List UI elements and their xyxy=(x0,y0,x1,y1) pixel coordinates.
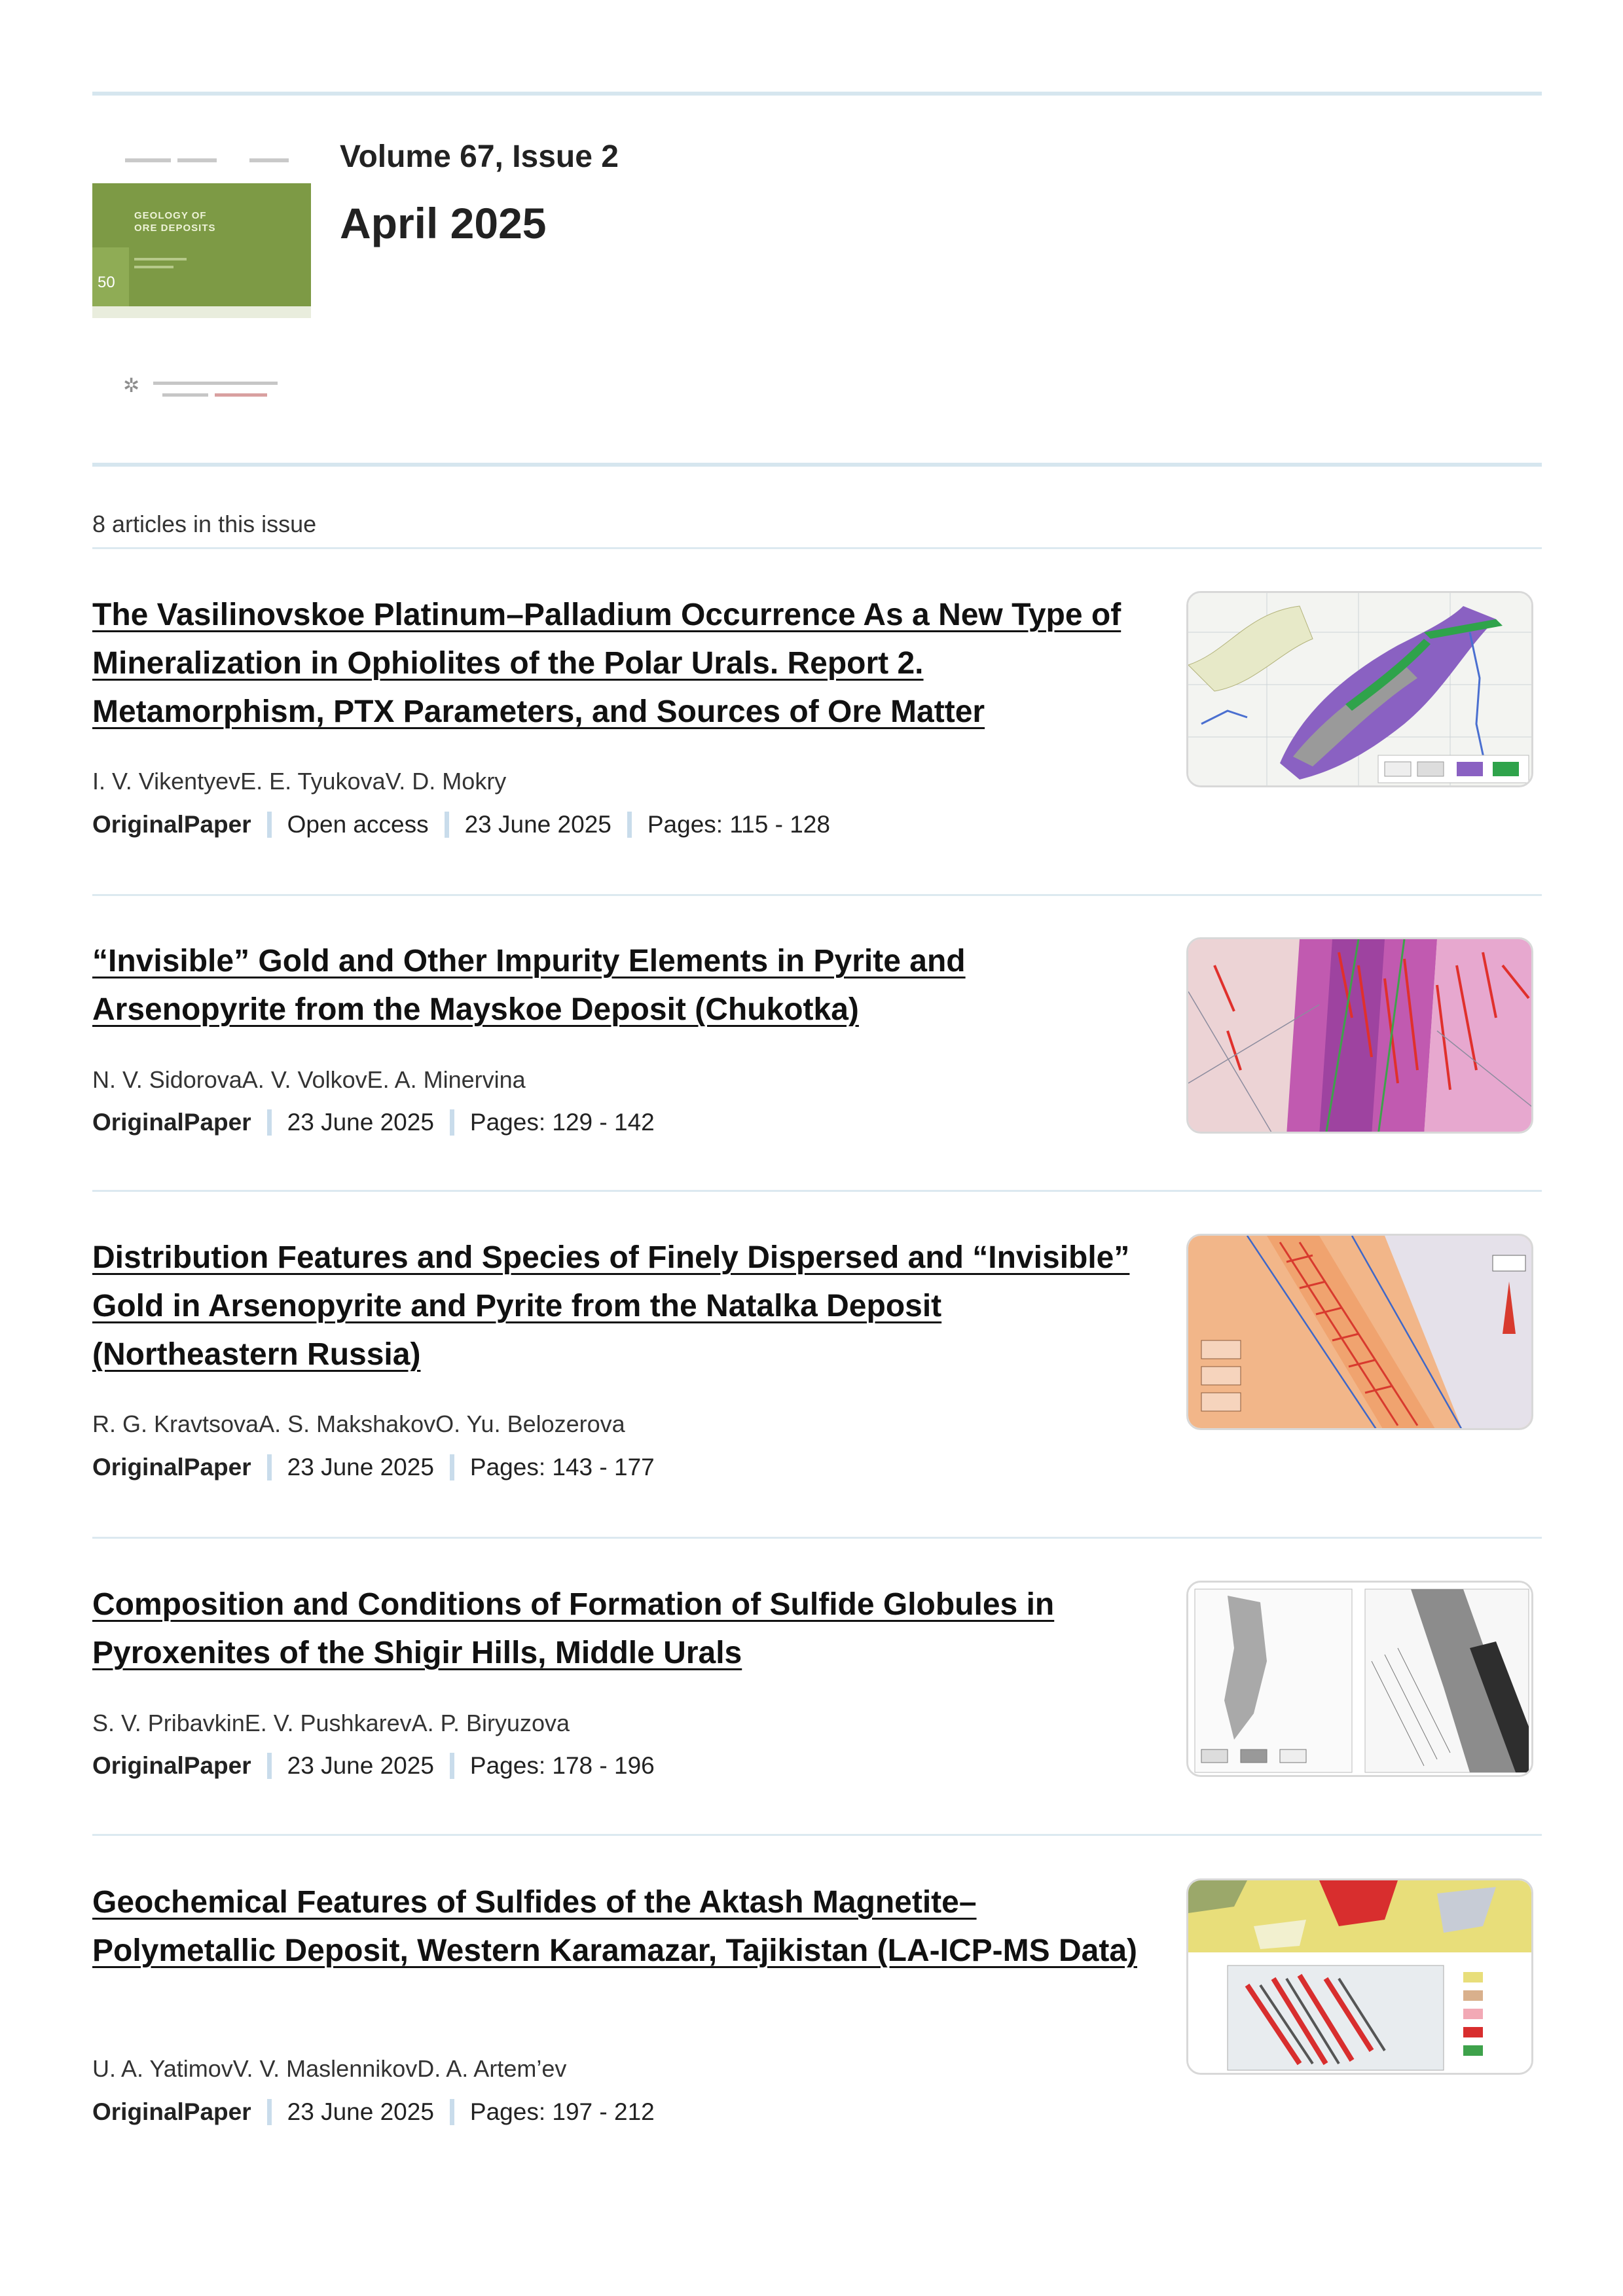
article-type: OriginalPaper xyxy=(92,2098,251,2125)
cover-number: 50 xyxy=(98,274,115,291)
article-type: OriginalPaper xyxy=(92,811,251,838)
cover-title: GEOLOGY OF ORE DEPOSITS xyxy=(134,210,216,234)
article-authors: S. V. PribavkinE. V. PushkarevA. P. Biryuzova xyxy=(92,1710,570,1736)
top-divider xyxy=(92,92,1542,96)
article-divider xyxy=(92,1190,1542,1192)
article-pages: Pages: 178 - 196 xyxy=(469,1752,655,1779)
publisher-logo: ✲ xyxy=(123,376,280,409)
article-date: 23 June 2025 xyxy=(287,1752,434,1779)
article-title-link[interactable]: Composition and Conditions of Formation of Sulfide Globules in Pyroxenites of the Shigir Hills, Middle Urals xyxy=(92,1587,1055,1670)
article-type: OriginalPaper xyxy=(92,1752,251,1779)
article-pages: Pages: 197 - 212 xyxy=(469,2098,655,2125)
article-authors: U. A. YatimovV. V. MaslennikovD. A. Artem’ev xyxy=(92,2055,567,2082)
article-title-link[interactable]: Geochemical Features of Sulfides of the Aktash Magnetite–Polymetallic Deposit, Western Karamazar, Tajikistan (LA-ICP-MS Data) xyxy=(92,1885,1137,1968)
article-divider xyxy=(92,1537,1542,1539)
article-title-link[interactable]: Distribution Features and Species of Finely Dispersed and “Invisible” Gold in Arsenopyrite and Pyrite from the Natalka Deposit (Northeastern Russia) xyxy=(92,1240,1130,1372)
article-date: 23 June 2025 xyxy=(287,1109,434,1136)
article-date: 23 June 2025 xyxy=(287,1454,434,1480)
article-meta xyxy=(92,811,830,838)
journal-cover[interactable] xyxy=(92,143,311,318)
article-pages: Pages: 143 - 177 xyxy=(469,1454,655,1480)
article-authors: R. G. KravtsovaA. S. MakshakovO. Yu. Belozerova xyxy=(92,1410,625,1437)
article-authors: N. V. SidorovaA. V. VolkovE. A. Minervina xyxy=(92,1066,526,1093)
article-date: 23 June 2025 xyxy=(464,811,611,838)
article-meta xyxy=(92,1109,655,1136)
article-meta xyxy=(92,1454,655,1481)
article-thumbnail[interactable] xyxy=(1186,1878,1533,2075)
article-authors: I. V. VikentyevE. E. TyukovaV. D. Mokry xyxy=(92,768,507,795)
article-type: OriginalPaper xyxy=(92,1109,251,1136)
article-meta xyxy=(92,1752,655,1780)
article-count: 8 articles in this issue xyxy=(92,511,317,537)
article-date: 23 June 2025 xyxy=(287,2098,434,2125)
article-divider xyxy=(92,1834,1542,1836)
issue-date: April 2025 xyxy=(340,199,547,247)
article-title-link[interactable]: “Invisible” Gold and Other Impurity Elements in Pyrite and Arsenopyrite from the Mayskoe Deposit (Chukotka) xyxy=(92,944,966,1027)
article-thumbnail[interactable] xyxy=(1186,591,1533,787)
article-thumbnail[interactable] xyxy=(1186,937,1533,1134)
article-meta xyxy=(92,2098,655,2126)
issue-volume: Volume 67, Issue 2 xyxy=(340,139,619,174)
article-pages: Pages: 129 - 142 xyxy=(469,1109,655,1136)
article-type: OriginalPaper xyxy=(92,1454,251,1480)
article-divider xyxy=(92,894,1542,896)
article-thumbnail[interactable] xyxy=(1186,1234,1533,1430)
article-pages: Pages: 115 - 128 xyxy=(647,811,830,838)
article-title-link[interactable]: The Vasilinovskoe Platinum–Palladium Occurrence As a New Type of Mineralization in Ophiolites of the Polar Urals. Report 2. Metamorphism, PTX Parameters, and Sources of Ore Matter xyxy=(92,598,1122,729)
count-divider xyxy=(92,547,1542,549)
header-divider xyxy=(92,463,1542,467)
access-badge: Open access xyxy=(287,811,429,838)
article-thumbnail[interactable] xyxy=(1186,1581,1533,1777)
